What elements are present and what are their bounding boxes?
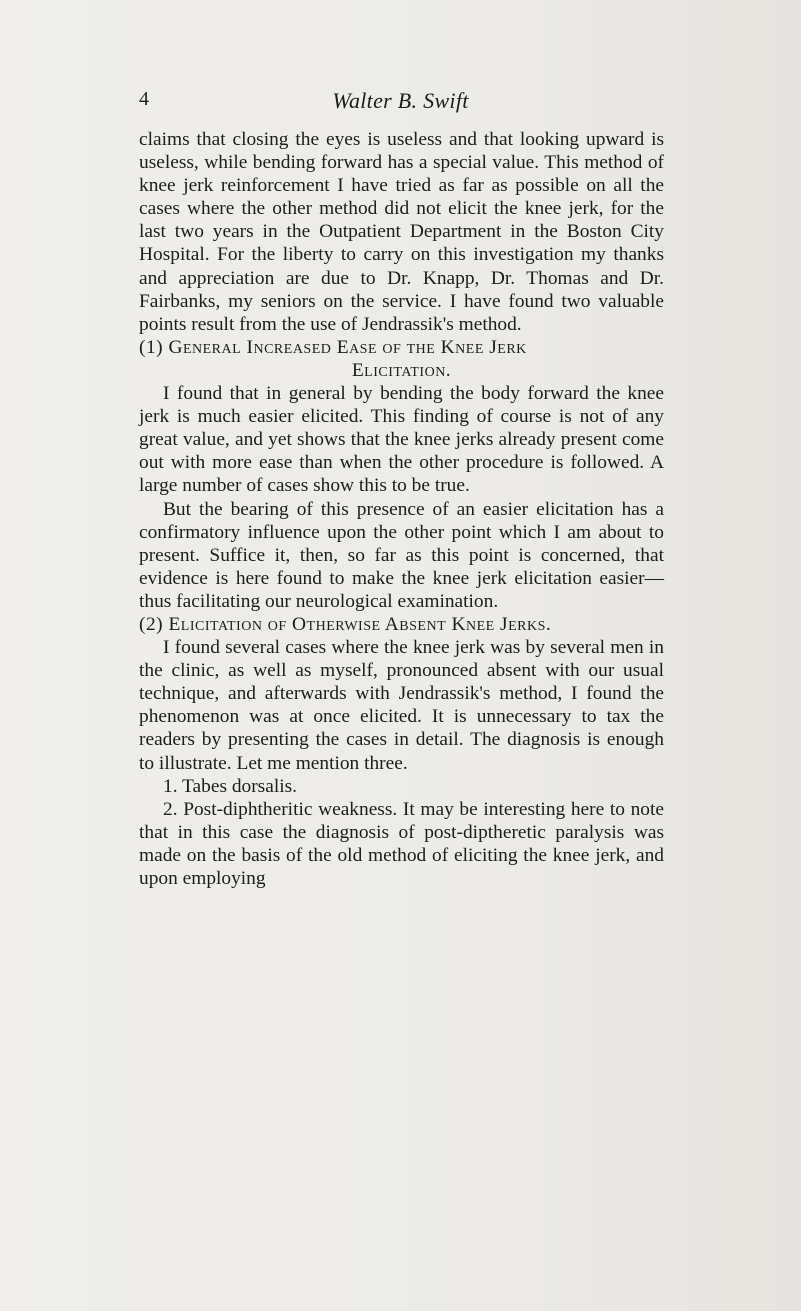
list-item-tabes: 1. Tabes dorsalis. xyxy=(163,775,298,797)
paragraph-general-ease: I found that in general by bending the body forward the knee jerk is much easier elicited. This finding of course is not of any great value, and yet shows that the knee jerks already present come out with more ease than when the other procedure is followed. A large number of cases show this to be true. xyxy=(139,383,664,497)
list-item-post-diphtheritic: 2. Post-diphtheritic weakness. It may be interesting here to note that in this case the diagnosis of post-diptheretic paralysis was made on the basis of the old method of eliciting the knee jerk, and upon employing xyxy=(139,798,664,889)
paragraph-opening: claims that closing the eyes is useless and that looking upward is useless, while bending forward has a special value. This method of knee jerk reinforcement I have tried as far as possible on all the cases where the other method did not elicit the knee jerk, for the last two years in the Outpatient Department in the Boston City Hospital. For the liberty to carry on this investigation my thanks and appreciation are due to Dr. Knapp, Dr. Thomas and Dr. Fairbanks, my seniors on the service. I have found two valuable points result from the use of Jendrassik's method. xyxy=(139,129,664,335)
section-heading-1-line1: (1) General Increased Ease of the Knee Jerk xyxy=(139,336,527,358)
section-heading-2: (2) Elicitation of Otherwise Absent Knee Jerks. xyxy=(139,613,552,635)
paragraph-absent-jerks: I found several cases where the knee jerk was by several men in the clinic, as well as myself, pronounced absent with our usual technique, and afterwards with Jendrassik's method, I found the phenomenon was at once elicited. It is unnecessary to tax the readers by presenting the cases in detail. The diagnosis is enough to illustrate. Let me mention three. xyxy=(139,637,664,774)
page-number: 4 xyxy=(139,88,149,110)
section-heading-1 xyxy=(139,336,664,382)
page-header xyxy=(0,88,801,118)
body-text xyxy=(139,128,664,890)
paragraph-bearing: But the bearing of this presence of an easier elicitation has a confirmatory influence upon the other point which I am about to present. Suffice it, then, so far as this point is concerned, that evidence is here found to make the knee jerk elicitation easier—thus facilitating our neurological examination. xyxy=(139,498,664,612)
running-title: Walter B. Swift xyxy=(332,88,469,113)
section-heading-1-line2: Elicitation. xyxy=(351,359,452,381)
